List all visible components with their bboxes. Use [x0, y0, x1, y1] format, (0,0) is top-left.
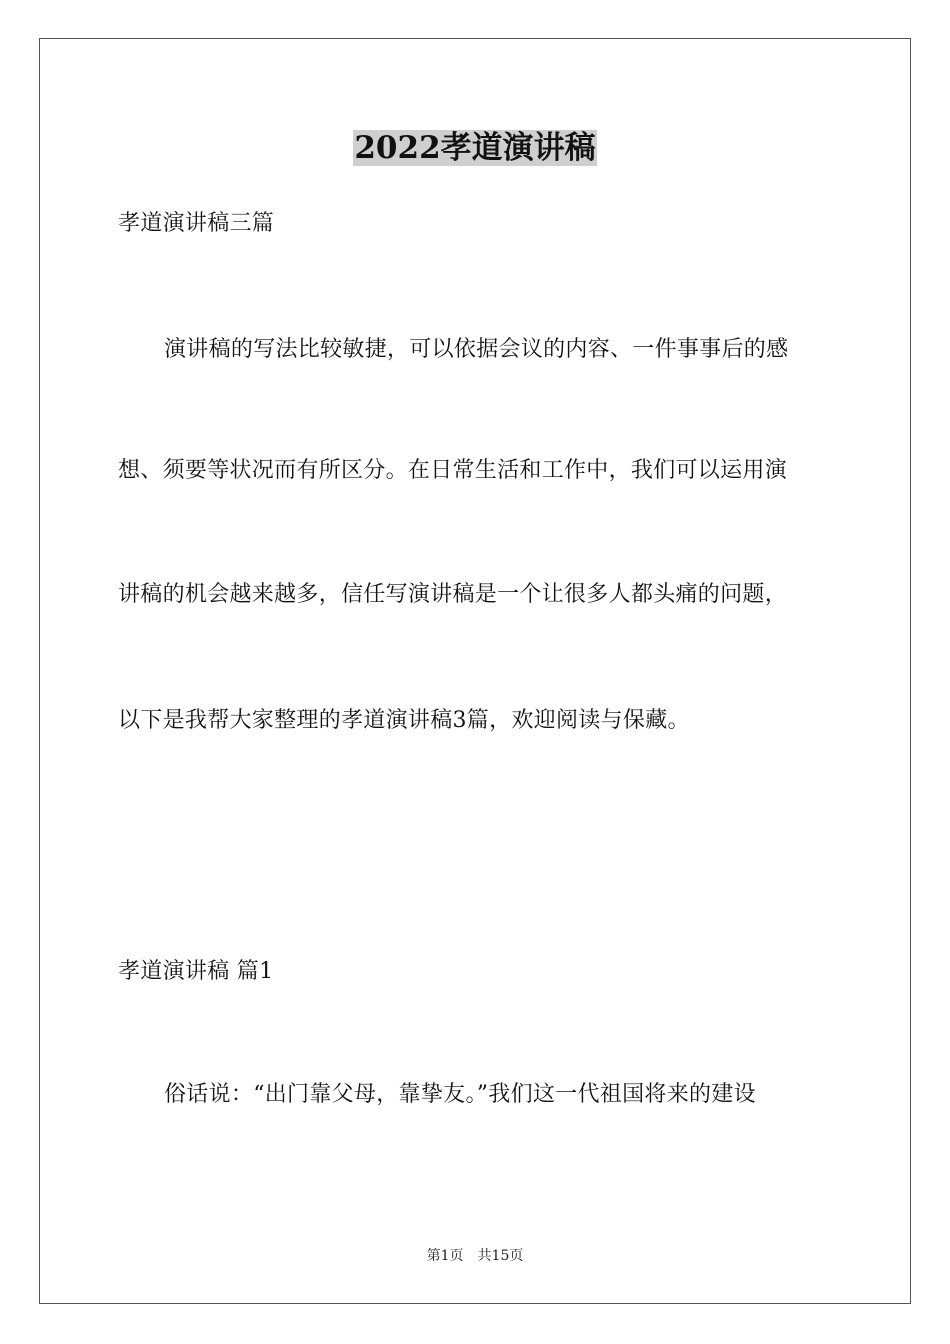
page-number: 第1页 [426, 1248, 464, 1264]
intro-paragraph-line: 讲稿的机会越来越多，信任写演讲稿是一个让很多人都头痛的问题， [118, 582, 788, 607]
intro-paragraph-line: 演讲稿的写法比较敏捷，可以依据会议的内容、一件事事后的感 [164, 337, 789, 362]
intro-paragraph-line: 想、须要等状况而有所区分。在日常生活和工作中，我们可以运用演 [118, 458, 788, 483]
section-heading: 孝道演讲稿 篇1 [118, 959, 274, 984]
document-title [0, 128, 950, 168]
section-paragraph-line: 俗话说：“出门靠父母，靠挚友。”我们这一代祖国将来的建设 [164, 1082, 756, 1107]
document-title-text: 2022孝道演讲稿 [354, 130, 596, 166]
document-subtitle: 孝道演讲稿三篇 [118, 211, 275, 236]
page-footer [0, 1247, 950, 1265]
intro-paragraph-line: 以下是我帮大家整理的孝道演讲稿3篇，欢迎阅读与保藏。 [118, 708, 690, 733]
page-total: 共15页 [477, 1248, 524, 1264]
